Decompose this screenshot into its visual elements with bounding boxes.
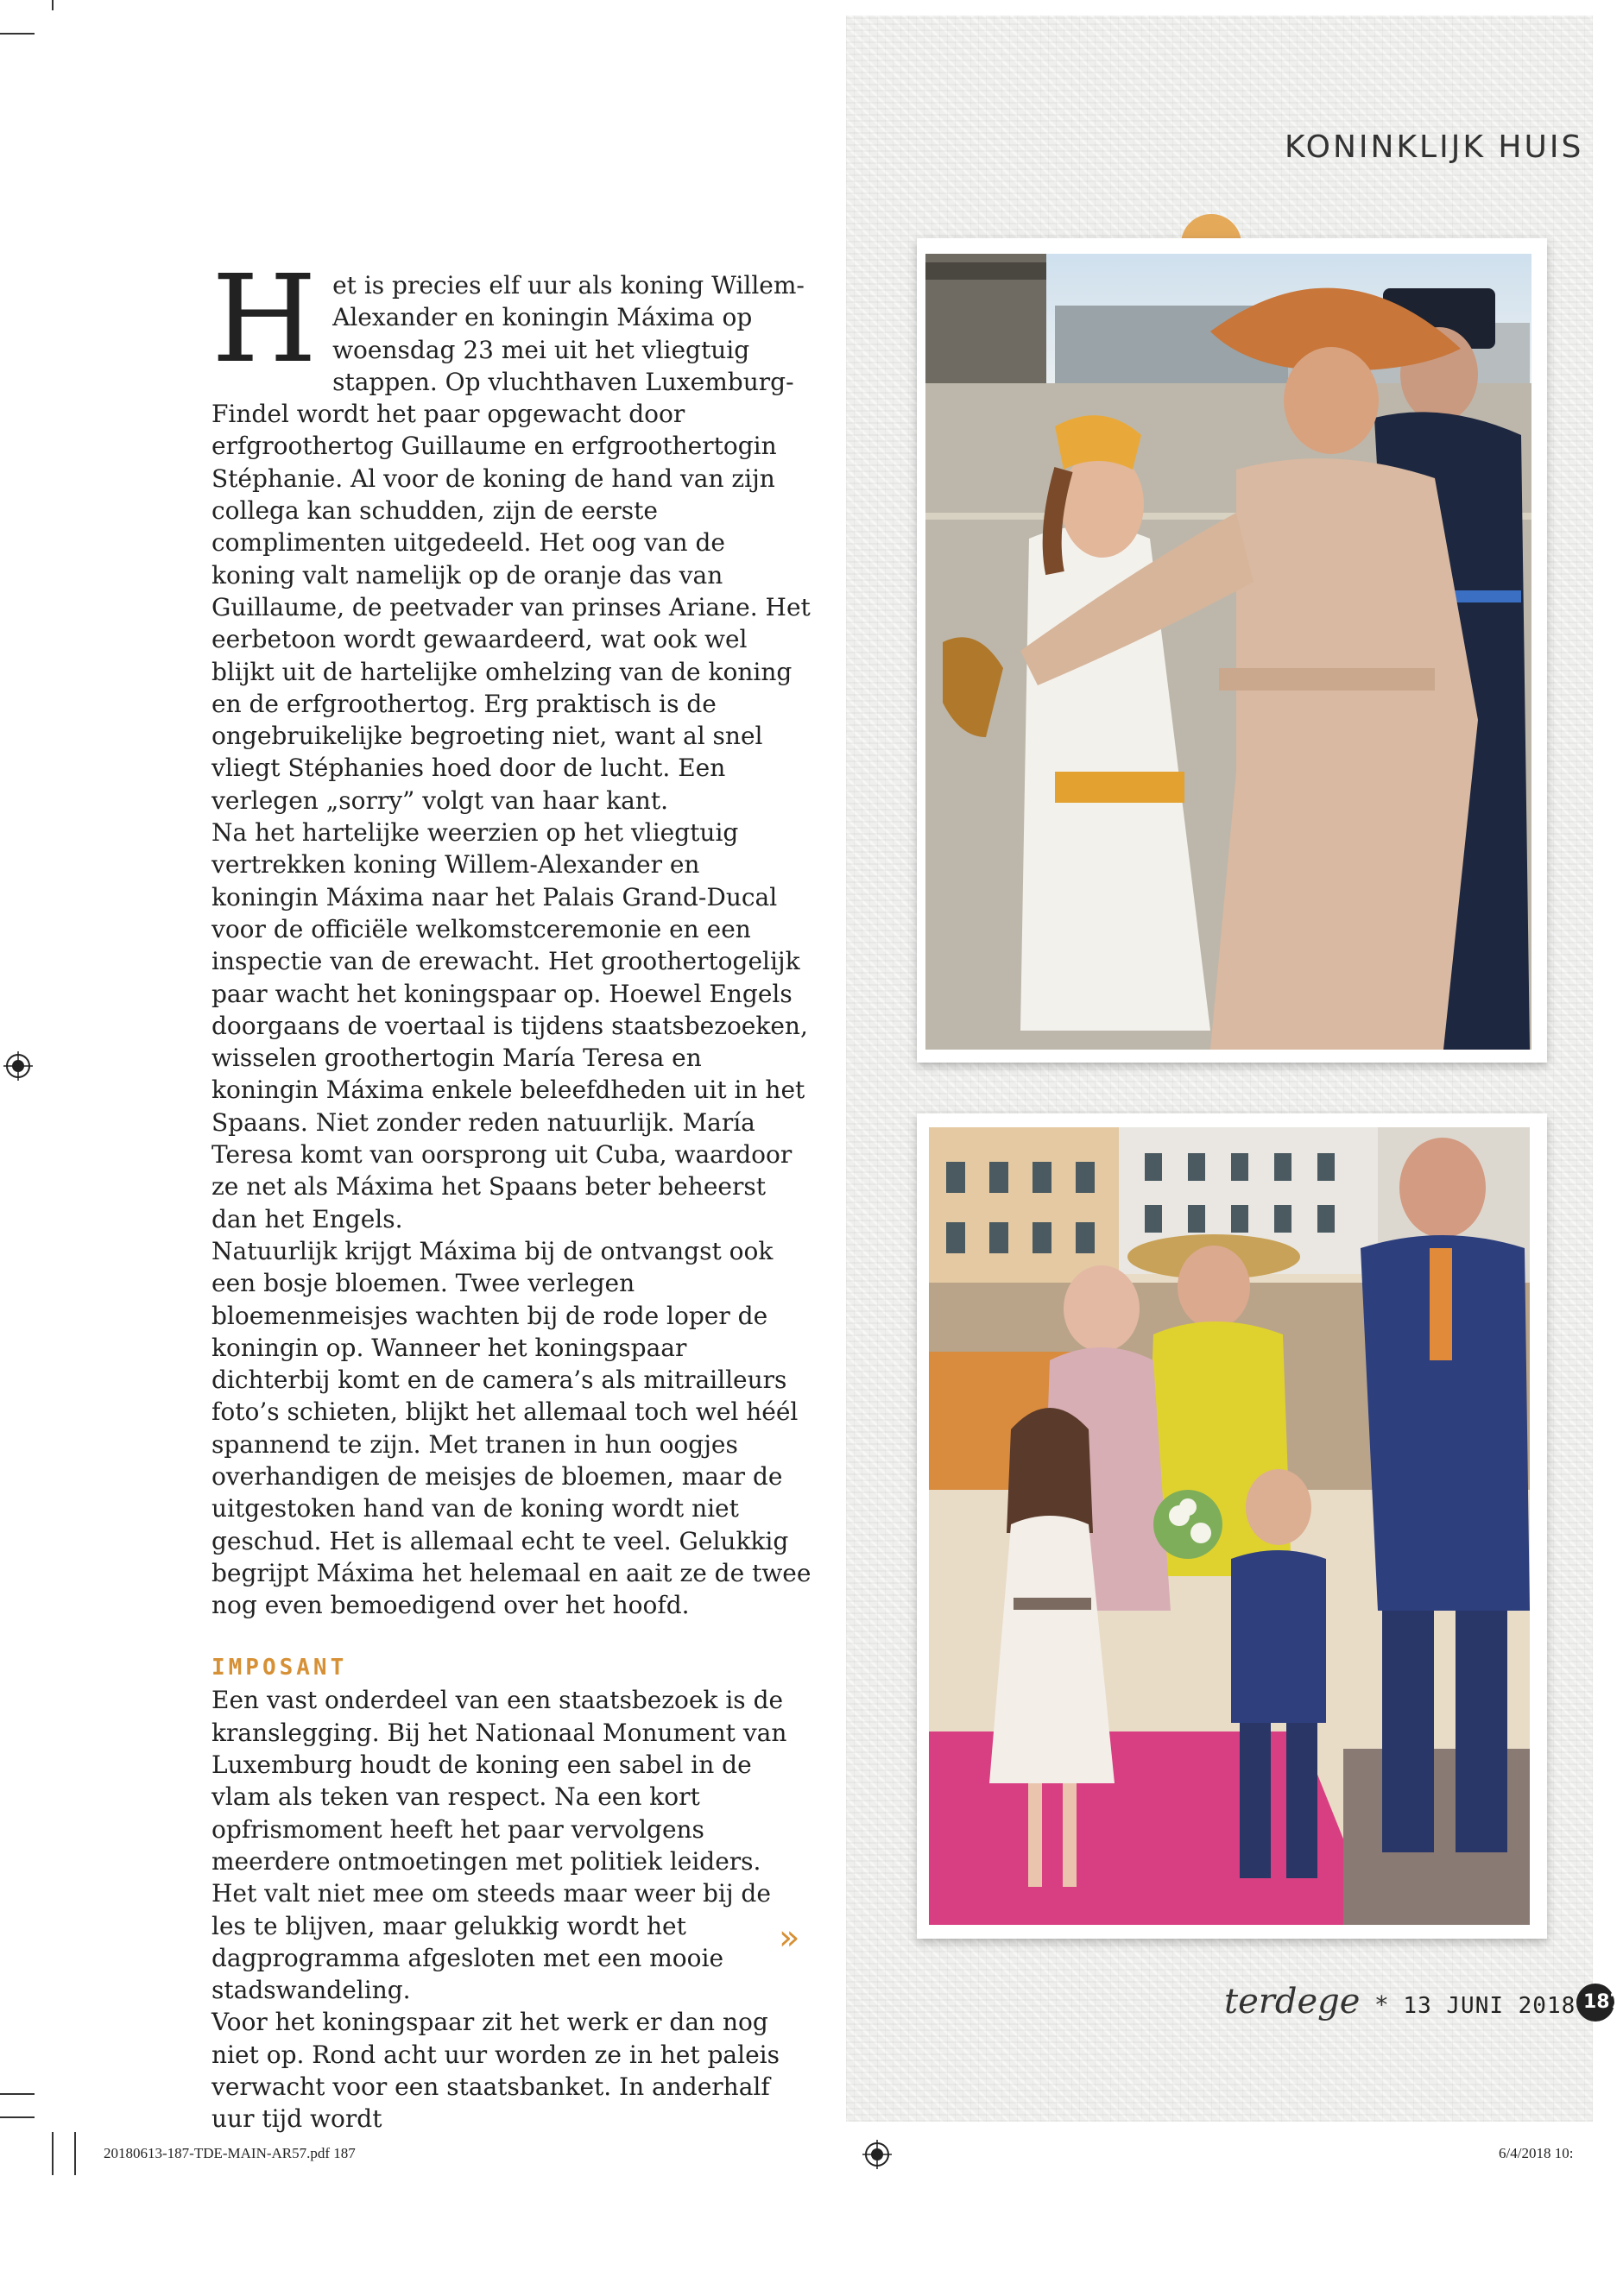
registration-mark-icon xyxy=(862,2140,892,2169)
photo-airport-greeting-image xyxy=(925,254,1531,1050)
crop-mark xyxy=(52,2132,54,2175)
article-paragraph: Natuurlijk krijgt Máxima bij de ontvangst ook een bosje bloemen. Twee verlegen bloemenmeisjes wachten bij de rode loper de koningin op. Wanneer het koningspaar dichterbij komt en de camera’s als mitrailleurs foto’s schieten, blijkt het allemaal toch wel héél spannend te zijn. Met tranen in hun oogjes overhandigen de meisjes de bloemen, maar de uitgestoken hand van de koning wordt niet geschud. Het is allemaal echt te veel. Gelukkig begrijpt Máxima het helemaal en aait ze de twee nog even bemoedigend over het hoofd. xyxy=(212,1236,812,1620)
print-file-name: 20180613-187-TDE-MAIN-AR57.pdf 187 xyxy=(104,2145,356,2161)
double-chevron-right-icon: » xyxy=(779,1918,800,1958)
article-body xyxy=(212,249,812,2135)
drop-cap: H xyxy=(212,249,318,390)
crop-mark xyxy=(74,2132,76,2175)
crop-mark xyxy=(0,33,35,35)
photo-flower-girls xyxy=(929,1127,1530,1925)
page-footer xyxy=(1224,1982,1576,2022)
print-date: 6/4/2018 10: xyxy=(1499,2145,1574,2161)
registration-mark-icon xyxy=(3,1051,33,1081)
magazine-name: terdege xyxy=(1224,1982,1361,2022)
footer-separator: * xyxy=(1375,1990,1388,2019)
article-paragraph: et is precies elf uur als koning Willem-Alexander en koningin Máxima op woensdag 23 mei uit het vliegtuig stappen. Op vluchthaven Luxemburg-Findel wordt het paar opgewacht door erfgroothertog Guillaume en erfgroothertogin Stéphanie. Al voor de koning de hand van zijn collega kan schudden, zijn de eerste complimenten uitgedeeld. Het oog van de koning valt namelijk op de oranje das van Guillaume, de peetvader van prinses Ariane. Het eerbetoon wordt gewaardeerd, wat ook wel blijkt uit de hartelijke omhelzing van de koning en de erfgroothertog. Erg praktisch is de ongebruikelijke begroeting niet, want al snel vliegt Stéphanies hoed door de lucht. Een verlegen „sorry” volgt van haar kant. xyxy=(212,271,811,815)
photo-airport-greeting xyxy=(925,254,1531,1050)
crop-mark xyxy=(0,2093,35,2095)
page-number-badge: 187 xyxy=(1576,1984,1614,2022)
crop-mark xyxy=(0,2116,35,2118)
crop-mark xyxy=(52,0,54,10)
article-subhead: IMPOSANT xyxy=(212,1655,348,1681)
article-paragraph: Een vast onderdeel van een staatsbezoek is de kranslegging. Bij het Nationaal Monument van Luxemburg houdt de koning een sabel in de vlam als teken van respect. Na een kort opfrismoment heeft het paar vervolgens meerdere ontmoetingen met politiek leiders. Het valt niet mee om steeds maar weer bij de les te blijven, maar gelukkig wordt het dagprogramma afgesloten met een mooie stadswandeling. xyxy=(212,1686,787,2005)
issue-date: 13 JUNI 2018 xyxy=(1403,1993,1576,2019)
article-paragraph: Na het hartelijke weerzien op het vliegtuig vertrekken koning Willem-Alexander en koningin Máxima naar het Palais Grand-Ducal voor de officiële welkomstceremonie en een inspectie van de erewacht. Het groothertogelijk paar wacht het koningspaar op. Hoewel Engels doorgaans de voertaal is tijdens staatsbezoeken, wisselen groothertogin María Teresa en koningin Máxima enkele beleefdheden uit in het Spaans. Niet zonder reden natuurlijk. María Teresa komt van oorsprong uit Cuba, waardoor ze net als Máxima het Spaans beter beheerst dan het Engels. xyxy=(212,818,808,1233)
section-title: KONINKLIJK HUIS xyxy=(1285,129,1584,165)
article-paragraph: Voor het koningspaar zit het werk er dan nog niet op. Rond acht uur worden ze in het paleis verwacht voor een staatsbanket. In anderhalf uur tijd wordt xyxy=(212,2008,780,2134)
photo-flower-girls-image xyxy=(929,1127,1530,1925)
